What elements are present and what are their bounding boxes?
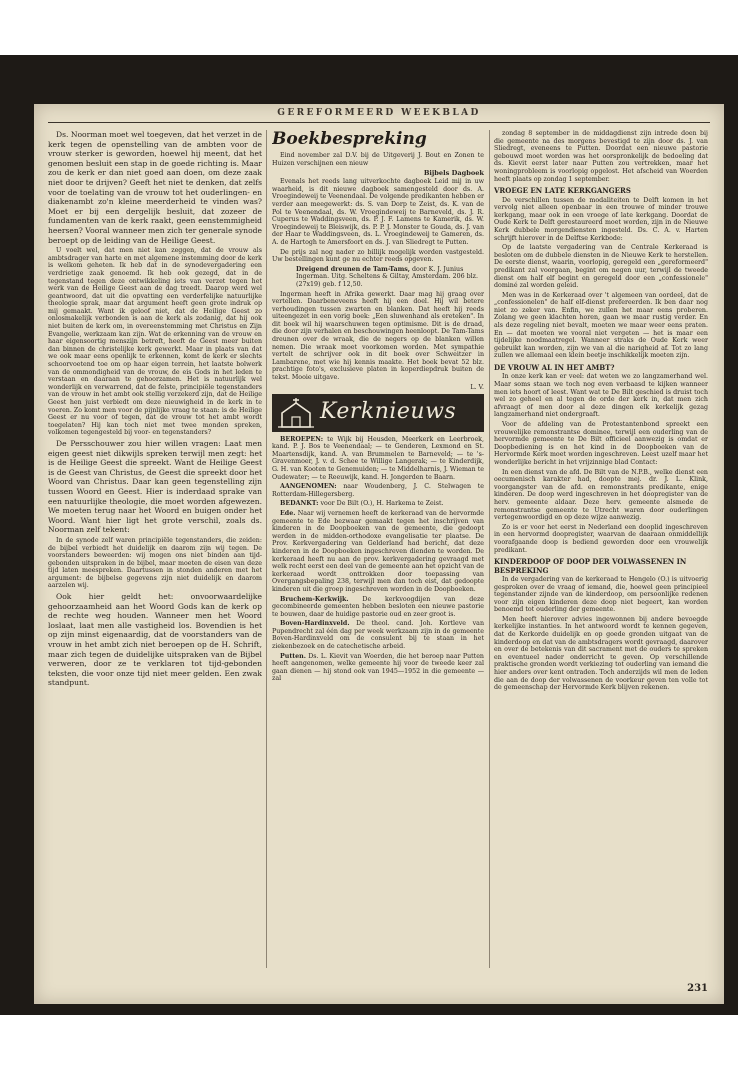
news-item-text: naar Woudenberg, J. C. Stelwagen te Rotterdam-Hillegersberg. (272, 483, 484, 498)
book-reference (296, 266, 484, 289)
paragraph: Evenals het reeds lang uitverkochte dagboek Leid mij in uw waarheid, is dit nieuwe dagboek samengesteld door ds. A. Vroegindeweij te Veenendaal. De volgende predikanten hebben er verder aan meegewerkt: ds. S. van Dorp te Zeist, ds. K. van de Pol te Veenendaal, ds. W. Vroegindeweij te Barneveld, ds. J. R. Cuperus te Waddingsveen, ds. P. J. F. Lamens te Kamerik, ds. W. Vroegindeweij te Bleiswijk, ds. P. P. J. Monster te Gouda, ds. J. van der Haar te Waddingsveen, ds. L. Vroegindeweij te Gameren, ds. A. de Hartogh te Amersfoort en ds. J. van Sliedregt te Putten. (272, 178, 484, 246)
paragraph: De Persschouwer zou hier willen vragen: Laat men eigen geest niet dikwijls spreken terwijl men zegt: het is de Heilige Geest die spreekt. Want de Heilige Geest is de Geest van Christus, de Geest die spreekt door het Woord van Christus. Daar kan geen tegenstelling zijn tussen Woord en Geest. Hier is inderdaad sprake van een natuurlijke theologie, die moet worden afgewezen. We moeten terug naar het Woord en buigen onder het Woord. Want hier ligt het grote verschil, zoals ds. Noorman zelf tekent: (48, 438, 262, 535)
book-details: door K. J. Junius Ingerman. Uitg. Scheltens & Giltay, Amsterdam. 206 blz. (27x19) geb. f 12,50. (296, 265, 478, 288)
paragraph: In onze kerk kan er veel: dat weten we zo langzamerhand wel. Maar soms staan we toch nog even verbaasd te kijken wanneer men iets hoort of leest. Want wat te De Bilt geschied is druist toch wel zo geheel en al tegen de orde der kerk in, dat men zich afvraagt of men door al deze dingen elk kerkelijk gezag langzamerhand niet ondergraaft. (494, 373, 708, 419)
column-right (494, 130, 708, 970)
news-item (272, 436, 484, 482)
news-item-lead: BEROEPEN: (280, 435, 324, 443)
paragraph: Voor de afdeling van de Protestantenbond spreekt een vrouwelijke remonstrantse dominee, terwijl een ouderling van de hervormde gemeente te De Bilt officieel aanwezig is omdat er Doopbediening is en het kind in de Doopboeken van de Hervormde Kerk moet worden ingeschreven. Leest uzelf maar het wonderlijke bericht in het vrijzinnige blad Contact: (494, 421, 708, 466)
running-head: GEREFORMEERD WEEKBLAD (277, 108, 481, 118)
column-left (48, 130, 262, 970)
news-item-lead: BEDANKT: (280, 500, 319, 508)
paragraph: Ook hier geldt het: onvoorwaardelijke gehoorzaamheid aan het Woord Gods kan de kerk op de rechte weg houden. Wanneer men het Woord loslaat, laat men alle vastigheid los. Bovendien is het op zijn minst eigenaardig, dat de voorstanders van de vrouw in het ambt zich niet beroepen op de H. Schrift, maar zich tegen de duidelijke uitspraken van de Bijbel verweren, door ze te verklaren tot tijd-gebonden teksten, die voor onze tijd niet meer gelden. Een zwak standpunt. (48, 592, 262, 688)
column-rule (489, 130, 490, 968)
news-item-lead: Putten. (280, 652, 306, 660)
page-number: 231 (687, 983, 708, 994)
signature: L. V. (470, 383, 484, 391)
church-icon (276, 397, 316, 429)
book-title: Dreigend dreunen de Tam-Tams, (296, 265, 410, 273)
intro-paragraph: Eind november zal D.V. bij de Uitgeverij J. Bout en Zonen te Huizen verschijnen een nieuw (272, 152, 484, 167)
paragraph: Op de laatste vergadering van de Centrale Kerkeraad is besloten om de dubbele diensten in de Nieuwe Kerk te herstellen. De eerste dienst, waarin, voorlopig, geregeld een „gereformeerd" predikant zal voorgaan, begint om negen uur, terwijl de tweede dienst om half elf begint en geregeld door een „confessionele" dominé zal worden geleid. (494, 244, 708, 290)
paragraph: In de vergadering van de kerkeraad te Hengelo (O.) is uitvoerig gesproken over de vraag of iemand, die, hoewel geen principieel tegenstander zijnde van de kinderdoop, om persoonlijke redenen voor zijn eigen kinderen deze doop niet begeert, kan worden benoemd tot ouderling der gemeente. (494, 575, 708, 614)
header-rule (48, 122, 710, 123)
paragraph: Zo is er voor het eerst in Nederland een dooplid ingeschreven in een hervormd doopregister, waarvan de daaraan onmiddellijk voorafgaande doop is bediend geworden door een vrouwelijk predikant. (494, 523, 708, 554)
news-item (272, 596, 484, 619)
news-item-lead: AANGENOMEN: (280, 483, 337, 491)
news-item-text: te Wijk bij Heusden, Meerkerk en Leerbroek, kand. P. J. Bos te Veenendaal; — te Genderen, Lexmond en St. Maartensdijk, kand. A. van Brummelen te Barneveld; — te 's-Gravenmoer, J. v. d. Schee te Willige Langerak; — te Kinderdijk, G. H. van Kooten te Genemuiden; — te Middelharnis, J. Wieman te Oudewater; — te Reeuwijk, kand. H. Jongerden te Baarn. (272, 435, 484, 481)
news-item (272, 510, 484, 594)
news-item-text: De theol. cand. Joh. Kortleve van Pupendrecht zal één dag per week werkzaam zijn in de gemeente Boven-Hardinxveld om de consulent bij te staan in het ziekenbezoek en de catechetische arbeid. (272, 620, 484, 651)
news-item-text: Ds. L. Kievit van Woerden, die het beroep naar Putten heeft aangenomen, welke gemeente hij voor de tweede keer zal gaan dienen — hij stond ook van 1945—1952 in die gemeente — zal (272, 652, 484, 683)
news-item (272, 620, 484, 650)
section-heading: VROEGE EN LATE KERKGANGERS (494, 186, 631, 196)
paragraph: De verschillen tussen de modaliteiten te Delft komen in het vervolg niet alleen openbaar in een trouwe of minder trouwe kerkgang, maar ook in een vroege of late kerkgang. Doordat de Oude Kerk te Delft gerestaureerd moet worden, zijn in de Nieuwe Kerk dubbele morgendiensten ingesteld. Ds. C. A. v. Harten schrijft hierover in de Delftse Kerkbode: (494, 196, 708, 242)
paragraph: De prijs zal nog nader zo billijk mogelijk worden vastgesteld. Uw bestellingen kunt ge nu echter reeds opgeven. (272, 248, 484, 264)
news-item-lead: Ede. (280, 509, 296, 517)
news-item-text: Naar wij vernemen heeft de kerkeraad van de hervormde gemeente te Ede bezwaar gemaakt tegen het inschrijven van kinderen in de Doopboeken van de gemeente, die gedoopt werden in de midden-orthodoxe evangelisatie ter plaatse. De Prov. Kerkvergadering van Gelderland had bericht, dat deze kinderen in de Doopboeken ingeschreven dienden te worden. De kerkeraad heeft nu aan de prov. kerkvergadering gevraagd met welk recht eerst een deel van de gemeente aan het opzicht van de kerkeraad wordt onttrokken door toepassing van Overgangsbepaling 238, terwijl men dan toch eist, dat gedoopte kinderen uit die groep ingeschreven worden in de Doopboeken. (272, 509, 484, 593)
paragraph: Men heeft hierover advies ingewonnen bij andere bevoegde kerkelijke instanties. In het antwoord wordt te kennen gegeven, dat de Kerkorde duidelijk en op goede gronden uitgaat van de kinderdoop en dat van de ambtsdragers wordt gevraagd, daarover en over de betekenis van dit sacrament met de ouders te spreken en eventueel nader onderricht te geven. Op verschillende praktische gronden wordt verkiezing tot ouderling van iemand die hier anders over kent ontraden. Toch anderzijds wil men de leden die aan de doop der volwassenen de voorkeur geven ten volle tot de gemeenschap der Hervormde Kerk blijven rekenen. (494, 615, 708, 692)
paragraph: In de synode zelf waren principiële tegenstanders, die zeiden: de bijbel verbiedt het duidelijk en daarom zijn wij tegen. De voorstanders beweerden: wij mogen ons niet binden aan tijd-gebonden uitspraken in de bijbel, maar moeten de eisen van deze tijd laten meespreken. Daartussen in stonden anderen met het argument: de bijbelse gegevens zijn niet duidelijk en daarom aarzelen wij. (48, 536, 262, 590)
section-heading: KINDERDOOP OF DOOP DER VOLWASSENEN IN BESPREKING (494, 557, 687, 575)
column-middle (272, 130, 484, 970)
news-item (272, 483, 484, 498)
paragraph: Ds. Noorman moet wel toegeven, dat het verzet in de kerk tegen de openstelling van de ambten voor de vrouw sterker is geworden, hoewel hij meent, dat het genomen besluit een stap in de goede richting is. Maar zou de kerk er dan niet goed aan doen, om deze zaak niet door te drijven? Geeft het niet te denken, dat zelfs voor de toelating van de vrouw tot het ouderlingen- en diakenambt zo'n kleine meerderheid te vinden was? Moet er bij een dergelijk besluit, dat zozeer de fundamenten van de kerk raakt, geen eenstemmigheid heersen? Vooral wanneer men zich ter generale synode beroept op de leiding van de Heilige Geest. (48, 130, 262, 245)
paragraph: U voelt wel, dat men niet kan zeggen, dat de vrouw als ambtsdrager van harte en met algemene instemming door de kerk is welkom geheten. Ik heb dat in de synodevergadering een verdrietige zaak genoemd. Ik heb ook gezegd, dat in de tegenstand tegen deze ontwikkeling iets van verzet tegen het werk van de Heilige Geest aan de dag treedt. Daarop werd wel geantwoord, dat uit die opvatting een verderfelijke natuurlijke theologie sprak, maar dat argument heeft geen grote indruk op mij gemaakt. Want ik geloof niet, dat de Heilige Geest zo onlosmakelijk verbonden is aan de kerk als zodanig, dat hij ook niet buiten de kerk om, in overeenstemming met Christus en Zijn Evangelie, werkzaam kan zijn. Wat de erkenning van de vrouw en haar eigensoortig menszijn betreft, heeft de Geest meer buiten dan binnen de christelijke kerk gewerkt. Maar in plaats van dat we ook maar eens openlijk te erkennen, komt de kerk er slechts schoorvoetend toe om op haar eigen terrein, het laatste bolwerk van de ommondigheid van de vrouw, de eis Gods in het leden te verstaan en daaraan te gehoorzamen. Het is natuurlijk wel wonderlijk en verwarrend, dat de felste, principiële tegenstanders van de vrouw in het ambt ook stellig verzekerd zijn, dat de Heilige Geest hen juist verbiedt om deze nieuwigheid in de kerk in te voeren. Zo komt men voor de pijnlijke vraag te staan: is de Heilige Geest er nu voor of tegen, dat de vrouw tot het ambt wordt toegelaten? Hij kan toch niet met twee monden spreken, volkomen tegengesteld bij voor- en tegenstanders? (48, 247, 262, 437)
paragraph: In een dienst van de afd. De Bilt van de N.P.B., welke dienst een oecumenisch karakter had, doopte mej. dr. J. L. Klink, voorgangster van de afd. en remonstrants predikante, enige kinderen. De doop werd ingeschreven in het doopregister van de herv. gemeente aldaar. Deze herv. gemeente alsmede de remonstrantse gemeente te Utrecht waren door ouderlingen vertegenwoordigd en op deze wijze aanwezig. (494, 468, 708, 522)
section-title-boekbespreking: Boekbespreking (272, 130, 427, 149)
magazine-page (34, 104, 724, 1004)
book-subhead: Bijbels Dagboek (423, 169, 484, 178)
kerknieuws-banner (272, 394, 484, 432)
paragraph: zondag 8 september in de middagdienst zijn intrede doen bij die gemeente na des morgens bevestigd te zijn door ds. J. van Sliedregt, eveneens te Putten. Doordat een nieuwe pastorie gebouwd moet worden was het oorspronkelijk de bedoeling dat ds. Kievit eerst later naar Putten zou vertrekken, maar het woningprobleem is voorlopig opgelost. Het afscheid van Woerden heeft plaats op zondag 1 september. (494, 130, 708, 183)
banner-title: Kerknieuws (320, 398, 457, 424)
news-item-lead: Bruchem-Kerkwijk. (280, 595, 349, 603)
news-item-lead: Boven-Hardinxveld. (280, 620, 350, 628)
news-item-text: De kerkvoogdijen van deze gecombineerde gemeenten hebben besloten een nieuwe pastorie te bouwen, daar de huidige pastorie oud en zeer groot is. (272, 595, 484, 618)
paragraph: Men was in de Kerkeraad over 't algemeen van oordeel, dat de „confessionelen" de half elf-dienst prefereerden. Ik ben daar nog niet zo zeker van. Enfin, we zullen het maar eens proberen. Zolang we geen klachten horen, gaan we maar rustig verder. En als deze regeling niet bevalt, moeten we maar weer eens praten. En — dat moeten we vooral niet vergeten — het is maar een tijdelijke noodmaatregel. Wanneer straks de Oude Kerk weer gebruikt kan worden, zijn we van al die narigheid af. Tot zo lang zullen we allemaal een klein beetje inschikkelijk moeten zijn. (494, 291, 708, 360)
column-rule (266, 130, 267, 968)
section-heading: DE VROUW AL IN HET AMBT? (494, 363, 615, 373)
news-item-text: voor De Bilt (O.), H. Harkema te Zeist. (320, 500, 444, 508)
news-items (272, 436, 484, 683)
paragraph: Ingerman heeft in Afrika gewerkt. Daar mag hij graag over vertellen. Daarbeneveens heeft hij een doel. Hij wil betere verhoudingen tussen zwarten en blanken. Dat heeft hij reeds uiteengezet in een vorig boek: „Een sluwenhand als ereteken". In dit boek wil hij waarschuwen tegen optimisme. Dit is de draad, die door zijn verhalen en beschouwingen heenloopt. De Tam-Tams dreunen over de wraak, die de negers op de blanken willen nemen. Die wraak moet voorkomen worden. Met sympathie vertelt de schrijver ook in dit boek over Schweitzer in Lambarene, met wie hij kennis maakte. Het boek bevat 52 blz. prachtige foto's, exclusieve platen in koperdiepdruk buiten de tekst. Mooie uitgave. (272, 290, 484, 382)
news-item (272, 500, 484, 508)
news-item (272, 653, 484, 683)
